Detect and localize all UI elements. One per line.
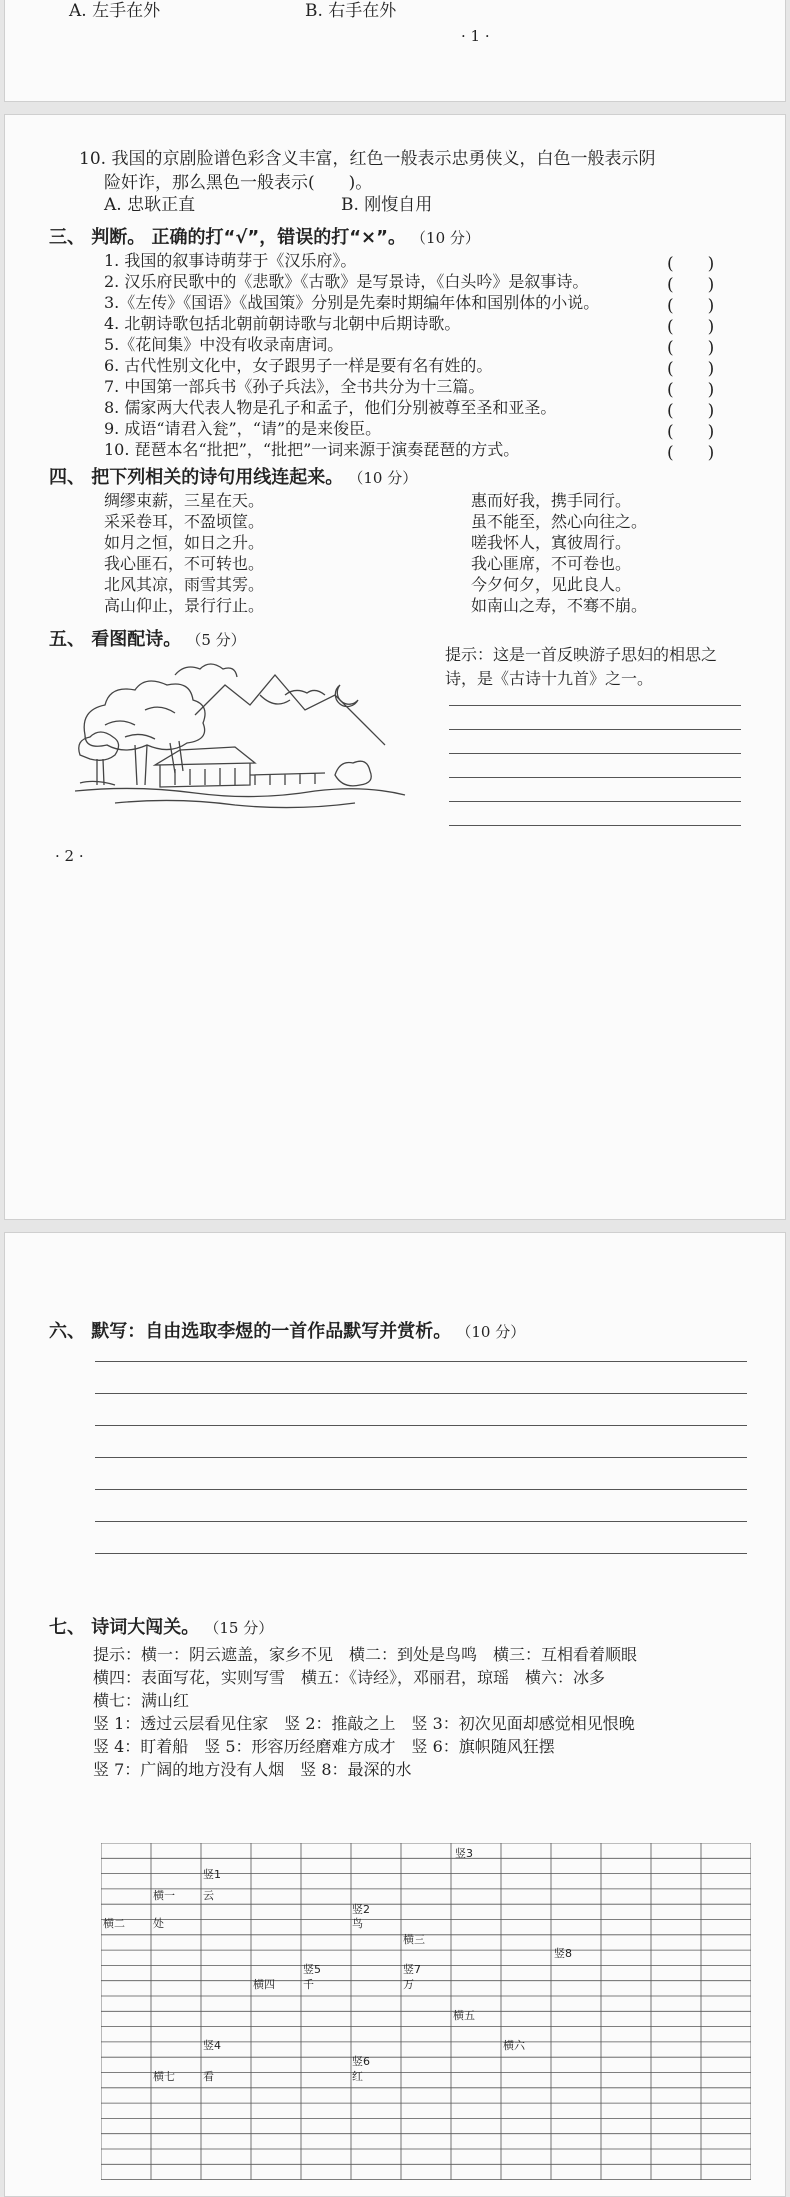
q10-option-b: B. 刚愎自用 xyxy=(341,195,433,215)
judgment-item: 1. 我国的叙事诗萌芽于《汉乐府》。 xyxy=(104,251,357,270)
match-left-item[interactable]: 绸缪束薪，三星在天。 xyxy=(104,491,265,510)
section4-heading xyxy=(49,463,417,489)
section3-heading xyxy=(49,223,480,249)
answer-line xyxy=(449,801,741,802)
answer-line xyxy=(449,705,741,706)
grid-label-s2: 竖2 xyxy=(352,1903,370,1916)
section6-points: （10 分） xyxy=(456,1323,526,1341)
page-2 xyxy=(4,114,786,1220)
grid-label-qian: 千 xyxy=(303,1978,314,1991)
judgment-item: 4. 北朝诗歌包括北朝前朝诗歌与北朝中后期诗歌。 xyxy=(104,314,461,333)
grid-label-s6: 竖6 xyxy=(352,2055,370,2068)
grid-label-s8: 竖8 xyxy=(554,1947,572,1960)
answer-line xyxy=(449,777,741,778)
judgment-item: 5.《花间集》中没有收录南唐词。 xyxy=(104,335,344,354)
grid-label-niao: 鸟 xyxy=(352,1917,363,1930)
section6-title: 六、 默写：自由选取李煜的一首作品默写并赏析。 xyxy=(49,1321,452,1342)
grid-label-h3: 横三 xyxy=(403,1933,425,1946)
q10-option-a: A. 忠耿正直 xyxy=(104,195,196,215)
section7-title: 七、 诗词大闯关。 xyxy=(49,1617,200,1638)
match-left-item[interactable]: 采采卷耳，不盈顷筐。 xyxy=(104,512,265,531)
writing-line xyxy=(95,1361,747,1362)
section3-points: （10 分） xyxy=(411,229,480,247)
writing-line xyxy=(95,1521,747,1522)
answer-line xyxy=(449,825,741,826)
page-number: · 1 · xyxy=(461,27,490,45)
option-b: B. 右手在外 xyxy=(305,1,397,21)
section3-title: 三、 判断。 正确的打“√”，错误的打“×”。 xyxy=(49,227,406,248)
landscape-illustration xyxy=(75,655,425,815)
answer-parentheses[interactable]: ( ) xyxy=(667,422,715,442)
match-left-item[interactable]: 我心匪石，不可转也。 xyxy=(104,554,265,573)
writing-line xyxy=(95,1393,747,1394)
writing-line xyxy=(95,1457,747,1458)
match-right-item[interactable]: 我心匪席，不可卷也。 xyxy=(471,554,632,573)
match-right-item[interactable]: 嗟我怀人，寘彼周行。 xyxy=(471,533,632,552)
crossword-clue-line: 竖 7：广阔的地方没有人烟 竖 8：最深的水 xyxy=(93,1760,412,1779)
crossword-clue-line: 横四：表面写花，实则写雪 横五：《诗经》，邓丽君，琼瑶 横六：冰多 xyxy=(93,1668,606,1687)
grid-label-s3: 竖3 xyxy=(455,1847,473,1860)
grid-label-chu: 处 xyxy=(153,1917,164,1930)
grid-label-hong: 红 xyxy=(352,2070,363,2083)
answer-parentheses[interactable]: ( ) xyxy=(667,296,715,316)
q10-line1: 10. 我国的京剧脸谱色彩含义丰富，红色一般表示忠勇侠义，白色一般表示阴 xyxy=(79,149,656,169)
answer-line xyxy=(449,729,741,730)
match-left-item[interactable]: 北风其凉，雨雪其雱。 xyxy=(104,575,265,594)
answer-parentheses[interactable]: ( ) xyxy=(667,359,715,379)
grid-label-wan: 万 xyxy=(403,1978,414,1991)
match-left-item[interactable]: 如月之恒，如日之升。 xyxy=(104,533,265,552)
section5-title: 五、 看图配诗。 xyxy=(49,629,182,650)
grid-label-h2: 横二 xyxy=(103,1917,125,1930)
judgment-item: 10. 琵琶本名“批把”，“批把”一词来源于演奏琵琶的方式。 xyxy=(104,440,520,459)
answer-line xyxy=(449,753,741,754)
judgment-item: 8. 儒家两大代表人物是孔子和孟子，他们分别被尊至圣和亚圣。 xyxy=(104,398,557,417)
grid-label-s5: 竖5 xyxy=(303,1963,321,1976)
grid-label-h1: 横一 xyxy=(153,1889,175,1902)
section5-hint-line2: 诗，是《古诗十九首》之一。 xyxy=(445,669,654,688)
page-1-fragment xyxy=(4,0,786,102)
grid-label-h5: 横五 xyxy=(453,2009,475,2022)
judgment-item: 2. 汉乐府民歌中的《悲歌》《古歌》是写景诗，《白头吟》是叙事诗。 xyxy=(104,272,589,291)
crossword-clue-line: 竖 4：盯着船 竖 5：形容历经磨难方成才 竖 6：旗帜随风狂摆 xyxy=(93,1737,555,1756)
grid-label-h6: 横六 xyxy=(503,2039,525,2052)
grid-label-s7: 竖7 xyxy=(403,1963,421,1976)
section7-points: （15 分） xyxy=(204,1619,274,1637)
match-right-item[interactable]: 惠而好我，携手同行。 xyxy=(471,491,632,510)
grid-label-yun: 云 xyxy=(203,1889,214,1902)
section5-points: （5 分） xyxy=(186,631,246,649)
judgment-item: 9. 成语“请君入瓮”，“请”的是来俊臣。 xyxy=(104,419,382,438)
page-3 xyxy=(4,1232,786,2197)
judgment-item: 6. 古代性别文化中，女子跟男子一样是要有名有姓的。 xyxy=(104,356,493,375)
match-right-item[interactable]: 如南山之寿，不骞不崩。 xyxy=(471,596,648,615)
judgment-item: 3.《左传》《国语》《战国策》分别是先秦时期编年体和国别体的小说。 xyxy=(104,293,600,312)
page-number: · 2 · xyxy=(55,847,84,865)
grid-label-s4: 竖4 xyxy=(203,2039,221,2052)
judgment-item: 7. 中国第一部兵书《孙子兵法》，全书共分为十三篇。 xyxy=(104,377,485,396)
match-left-item[interactable]: 高山仰止，景行行止。 xyxy=(104,596,265,615)
section5-heading xyxy=(49,625,246,651)
answer-parentheses[interactable]: ( ) xyxy=(667,401,715,421)
answer-parentheses[interactable]: ( ) xyxy=(667,338,715,358)
crossword-clue-line: 横七：满山红 xyxy=(93,1691,190,1710)
crossword-clue-line: 竖 1：透过云层看见住家 竖 2：推敲之上 竖 3：初次见面却感觉相见恨晚 xyxy=(93,1714,635,1733)
grid-label-h4: 横四 xyxy=(253,1978,275,1991)
writing-line xyxy=(95,1425,747,1426)
section5-hint-line1: 提示：这是一首反映游子思妇的相思之 xyxy=(445,645,718,664)
section4-title: 四、 把下列相关的诗句用线连起来。 xyxy=(49,467,344,488)
answer-parentheses[interactable]: ( ) xyxy=(667,380,715,400)
section6-heading xyxy=(49,1317,525,1343)
section7-heading xyxy=(49,1613,273,1639)
writing-line xyxy=(95,1489,747,1490)
writing-line xyxy=(95,1553,747,1554)
answer-parentheses[interactable]: ( ) xyxy=(667,317,715,337)
section4-points: （10 分） xyxy=(348,469,418,487)
q10-line2: 险奸诈，那么黑色一般表示( )。 xyxy=(104,173,373,193)
crossword-clue-line: 提示：横一：阴云遮盖，家乡不见 横二：到处是鸟鸣 横三：互相看着顺眼 xyxy=(93,1645,638,1664)
option-a: A. 左手在外 xyxy=(69,1,161,21)
grid-label-kan: 看 xyxy=(203,2070,214,2083)
answer-parentheses[interactable]: ( ) xyxy=(667,275,715,295)
match-right-item[interactable]: 今夕何夕，见此良人。 xyxy=(471,575,632,594)
match-right-item[interactable]: 虽不能至，然心向往之。 xyxy=(471,512,648,531)
answer-parentheses[interactable]: ( ) xyxy=(667,443,715,463)
grid-label-h7: 横七 xyxy=(153,2070,175,2083)
grid-label-s1: 竖1 xyxy=(203,1868,221,1881)
crossword-grid xyxy=(101,1843,751,2193)
answer-parentheses[interactable]: ( ) xyxy=(667,254,715,274)
